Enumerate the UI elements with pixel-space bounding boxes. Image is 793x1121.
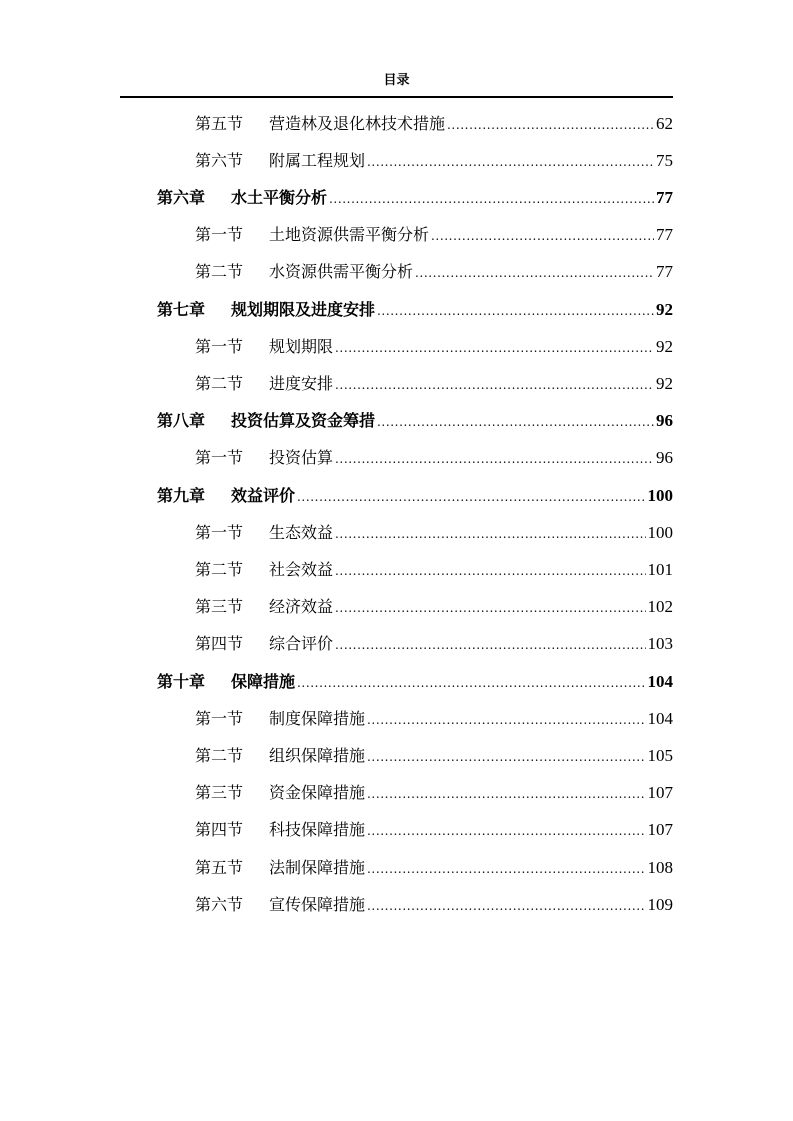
toc-entry-label: 第三节: [195, 597, 244, 617]
toc-entry-title: 社会效益: [269, 559, 334, 579]
toc-entry-title: 生态效益: [269, 522, 334, 542]
toc-page-number: 77: [656, 187, 673, 207]
toc-section-entry[interactable]: [195, 886, 673, 923]
toc-entry-title: 科技保障措施: [269, 820, 366, 840]
toc-section-entry[interactable]: [195, 700, 673, 737]
toc-entry-label: 第二节: [195, 262, 244, 282]
toc-page-number: 77: [656, 262, 673, 282]
toc-entry-label: 第五节: [195, 857, 244, 877]
toc-entry-label: 第一节: [195, 522, 244, 542]
toc-entry-label: 第四节: [195, 820, 244, 840]
toc-entry-label: 第二节: [195, 559, 244, 579]
toc-page-number: 104: [647, 708, 673, 728]
toc-entry-title: 水土平衡分析: [231, 187, 328, 207]
toc-dot-leader: [431, 225, 654, 245]
toc-dot-leader: [329, 188, 654, 208]
toc-page-number: 75: [656, 150, 673, 170]
toc-entry-title: 资金保障措施: [269, 783, 366, 803]
toc-page-number: 92: [656, 299, 673, 319]
toc-entry-title: 规划期限: [269, 336, 334, 356]
toc-dot-leader: [335, 337, 654, 357]
toc-dot-leader: [367, 746, 645, 766]
toc-entry-title: 经济效益: [269, 597, 334, 617]
toc-page-number: 92: [656, 336, 673, 356]
toc-page-number: 77: [656, 225, 673, 245]
toc-page-number: 100: [647, 485, 673, 505]
toc-entry-label: 第六节: [195, 894, 244, 914]
toc-dot-leader: [335, 523, 645, 543]
toc-page-number: 92: [656, 373, 673, 393]
toc-section-entry[interactable]: [195, 775, 673, 812]
toc-entry-title: 投资估算及资金筹措: [231, 411, 376, 431]
toc-entry-title: 营造林及退化林技术措施: [269, 113, 446, 133]
toc-entry-title: 法制保障措施: [269, 857, 366, 877]
toc-dot-leader: [377, 411, 654, 431]
toc-page-number: 62: [656, 113, 673, 133]
toc-section-entry[interactable]: [195, 105, 673, 142]
toc-dot-leader: [367, 858, 645, 878]
toc-page-number: 103: [647, 634, 673, 654]
toc-entry-label: 第四节: [195, 634, 244, 654]
toc-entry-label: 第十章: [157, 671, 206, 691]
toc-section-entry[interactable]: [195, 328, 673, 365]
toc-entry-title: 效益评价: [231, 485, 296, 505]
toc-dot-leader: [367, 820, 645, 840]
toc-dot-leader: [447, 114, 654, 134]
toc-entry-title: 进度安排: [269, 373, 334, 393]
toc-dot-leader: [297, 486, 645, 506]
toc-page-number: 105: [647, 745, 673, 765]
toc-dot-leader: [335, 448, 654, 468]
toc-dot-leader: [377, 300, 654, 320]
toc-section-entry[interactable]: [195, 812, 673, 849]
toc-entry-title: 规划期限及进度安排: [231, 299, 376, 319]
toc-chapter-entry[interactable]: [157, 403, 673, 440]
toc-entry-label: 第一节: [195, 225, 244, 245]
toc-page-number: 96: [656, 411, 673, 431]
toc-page-number: 96: [656, 448, 673, 468]
toc-entry-label: 第六章: [157, 187, 206, 207]
toc-entry-label: 第六节: [195, 150, 244, 170]
toc-entry-label: 第一节: [195, 708, 244, 728]
toc-page-number: 107: [647, 783, 673, 803]
toc-section-entry[interactable]: [195, 551, 673, 588]
toc-dot-leader: [367, 709, 645, 729]
toc-chapter-entry[interactable]: [157, 477, 673, 514]
toc-section-entry[interactable]: [195, 440, 673, 477]
toc-entry-label: 第三节: [195, 783, 244, 803]
toc-page-number: 102: [647, 597, 673, 617]
toc-section-entry[interactable]: [195, 142, 673, 179]
toc-page-number: 108: [647, 857, 673, 877]
toc-page-number: 104: [647, 671, 673, 691]
toc-section-entry[interactable]: [195, 514, 673, 551]
toc-section-entry[interactable]: [195, 737, 673, 774]
toc-dot-leader: [367, 783, 645, 803]
toc-section-entry[interactable]: [195, 254, 673, 291]
header-divider: [120, 96, 673, 98]
toc-page-number: 100: [647, 522, 673, 542]
toc-entry-title: 组织保障措施: [269, 745, 366, 765]
toc-chapter-entry[interactable]: [157, 663, 673, 700]
toc-entry-label: 第五节: [195, 113, 244, 133]
toc-dot-leader: [297, 672, 645, 692]
toc-entry-title: 水资源供需平衡分析: [269, 262, 414, 282]
toc-entry-label: 第二节: [195, 745, 244, 765]
toc-section-entry[interactable]: [195, 626, 673, 663]
toc-entry-label: 第一节: [195, 448, 244, 468]
toc-entry-title: 土地资源供需平衡分析: [269, 225, 430, 245]
toc-entry-title: 综合评价: [269, 634, 334, 654]
toc-entry-label: 第七章: [157, 299, 206, 319]
toc-entry-title: 附属工程规划: [269, 150, 366, 170]
toc-entry-title: 投资估算: [269, 448, 334, 468]
toc-dot-leader: [415, 262, 654, 282]
toc-dot-leader: [335, 634, 645, 654]
toc-entry-title: 宣传保障措施: [269, 894, 366, 914]
toc-dot-leader: [367, 151, 654, 171]
toc-dot-leader: [335, 560, 645, 580]
toc-page-number: 109: [647, 894, 673, 914]
toc-dot-leader: [367, 895, 645, 915]
toc-section-entry[interactable]: [195, 589, 673, 626]
toc-entry-label: 第二节: [195, 373, 244, 393]
toc-entry-label: 第一节: [195, 336, 244, 356]
toc-entry-title: 保障措施: [231, 671, 296, 691]
toc-entry-label: 第九章: [157, 485, 206, 505]
toc-chapter-entry[interactable]: [157, 291, 673, 328]
toc-section-entry[interactable]: [195, 365, 673, 402]
toc-chapter-entry[interactable]: [157, 179, 673, 216]
page-title: 目录: [383, 73, 410, 88]
toc-page-number: 107: [647, 820, 673, 840]
toc-entry-title: 制度保障措施: [269, 708, 366, 728]
toc-entry-label: 第八章: [157, 411, 206, 431]
toc-page-number: 101: [647, 559, 673, 579]
toc-dot-leader: [335, 597, 645, 617]
toc-dot-leader: [335, 374, 654, 394]
toc-section-entry[interactable]: [195, 849, 673, 886]
toc-section-entry[interactable]: [195, 217, 673, 254]
